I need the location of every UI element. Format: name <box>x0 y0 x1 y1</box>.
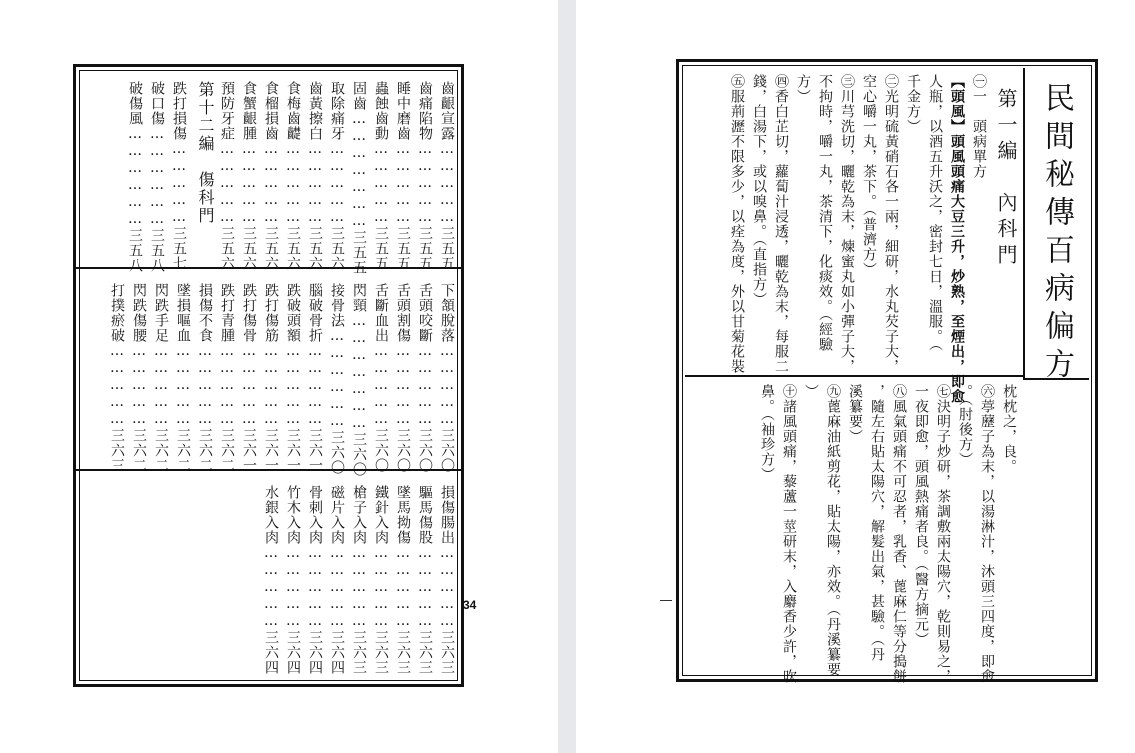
toc-entry-text: 接骨法………………三六〇 <box>329 283 345 475</box>
text-column: ㊅葶藶子為末，以湯淋汁，沐頭三四度，即愈 <box>979 384 995 684</box>
toc-entry <box>263 81 279 271</box>
toc-entry <box>263 485 279 675</box>
text-column: 枕枕之，良。 <box>1001 384 1017 474</box>
toc-band-bottom <box>263 485 455 675</box>
toc-entry <box>241 81 257 271</box>
toc-entry <box>395 485 411 675</box>
toc-entry <box>439 485 455 675</box>
toc-entry-text: 跌打損傷……………三五七 <box>171 81 187 271</box>
toc-entry-text: 跌打青腫……………三六二 <box>219 283 235 473</box>
toc-entry <box>175 283 191 473</box>
text-column: 千金方） <box>905 74 921 134</box>
band-divider <box>76 267 461 269</box>
toc-entry-text: 竹木入肉……………三六四 <box>285 485 301 675</box>
toc-entry <box>285 81 301 271</box>
toc-entry-text: 閃跌手足……………三六二 <box>153 283 169 473</box>
text-column: 鼻。（袖珍方） <box>759 384 775 482</box>
toc-entry <box>307 81 323 271</box>
toc-entry-text: 跌打傷骨……………三六一 <box>241 283 257 473</box>
toc-entry-text: 食榴損齒……………三五六 <box>263 81 279 271</box>
toc-entry <box>285 485 301 675</box>
text-column: ㊄服荊瀝不限多少，以痊為度，外以甘菊花裝 <box>729 74 745 374</box>
toc-entry-text: 磁片入肉……………三六四 <box>329 485 345 675</box>
toc-entry <box>149 81 165 273</box>
text-column: ㊆決明子炒研，茶調敷兩太陽穴，乾則易之， <box>935 384 951 684</box>
text-column: 人瓶，以酒五升沃之，密封七日，溫服。（ <box>927 74 943 352</box>
text-column: ㊉諸風頭痛，藜蘆一莖研末，入麝香少許，吹 <box>781 384 797 684</box>
text-column: 溪纂要） <box>847 384 863 444</box>
toc-entry-text: 破傷風………………三五八 <box>127 81 143 273</box>
toc-entry-text: 腦破骨折……………三六一 <box>307 283 323 473</box>
body-text-frame <box>676 59 1098 682</box>
toc-entry <box>153 283 169 473</box>
toc-entry-text: 閃跌傷腰……………三六二 <box>131 283 147 473</box>
toc-entry-text: 第十二編 傷科門 <box>196 81 215 225</box>
toc-band-middle <box>109 283 455 477</box>
text-column: 。（肘後方） <box>957 384 973 467</box>
toc-entry-text: 舌頭割傷……………三六〇 <box>395 283 411 473</box>
toc-entry <box>373 485 389 675</box>
toc-entry-text: 驅馬傷股……………三六三 <box>417 485 433 675</box>
toc-entry-text: 舌斷血出……………三六〇 <box>373 283 389 473</box>
toc-entry-text: 骨刺入肉……………三六四 <box>307 485 323 675</box>
section-divider <box>685 375 1023 377</box>
toc-entry <box>417 485 433 675</box>
title-box <box>1023 68 1089 386</box>
toc-entry <box>417 81 433 271</box>
text-column: ㊂川芎洗切，曬乾為末，煉蜜丸如小彈子大， <box>839 74 855 374</box>
band-divider <box>76 469 461 471</box>
text-column: ㊁光明硫黃硝石各一兩，細研，水丸芡子大， <box>883 74 899 374</box>
toc-entry <box>109 283 125 473</box>
text-column: 空心嚼一丸，茶下。（普濟方） <box>861 74 877 277</box>
toc-entry-text: 食梅齒齼……………三五六 <box>285 81 301 271</box>
toc-entry <box>263 283 279 473</box>
text-column: ，隨左右貼太陽穴，解髮出氣，甚驗。（丹 <box>869 384 885 662</box>
text-column: ） <box>803 384 819 399</box>
right-page <box>576 0 1135 753</box>
table-of-contents-frame <box>73 64 464 687</box>
toc-entry-text: 睡中磨齒……………三五五 <box>395 81 411 271</box>
toc-entry <box>351 81 367 275</box>
text-column: 錢，白湯下，或以嗅鼻。（直指方） <box>751 74 767 307</box>
toc-entry <box>351 283 367 477</box>
text-column: 不拘時，嚼一丸，茶清下，化痰效。（經驗 <box>817 74 833 352</box>
toc-entry-text: 蟲蝕齒動……………三五五 <box>373 81 389 271</box>
book-title: 民間秘傳百病偏方 <box>1039 82 1074 386</box>
toc-entry <box>197 283 213 473</box>
toc-entry-text: 食蟹齦腫……………三五六 <box>241 81 257 271</box>
text-column: ㊃香白芷切，蘿蔔汁浸透，曬乾為末，每服二 <box>773 74 789 374</box>
toc-entry-text: 跌破頭額……………三六一 <box>285 283 301 473</box>
toc-entry-text: 舌頭咬斷……………三六〇 <box>417 283 433 473</box>
toc-entry-text: 取除痛牙……………三五六 <box>329 81 345 271</box>
toc-entry-text: 損傷腸出……………三六三 <box>439 485 455 675</box>
toc-entry-text: 打撲瘀破……………三六三 <box>109 283 125 473</box>
toc-entry <box>307 485 323 675</box>
toc-entry <box>329 81 345 271</box>
text-column: ㊀一 頭病單方 <box>971 74 987 179</box>
toc-entry <box>373 81 389 271</box>
text-column: 方） <box>795 74 811 104</box>
page-number: 34 <box>463 598 477 612</box>
toc-entry-text: 墜馬拗傷……………三六三 <box>395 485 411 675</box>
toc-entry <box>285 283 301 473</box>
toc-entry-text: 損傷不食……………三六二 <box>197 283 213 473</box>
toc-entry <box>373 283 389 473</box>
text-column: ㊈蓖麻油紙剪花，貼太陽，亦效。（丹溪纂要 <box>825 384 841 677</box>
toc-band-top <box>127 81 455 275</box>
text-column: ㊇風氣頭痛不可忍者，乳香、蓖麻仁等分搗餅 <box>891 384 907 684</box>
toc-entry-text: 齒齦宣露……………三五五 <box>439 81 455 271</box>
left-page <box>0 0 558 753</box>
toc-entry-text: 鐵針入肉……………三六三 <box>373 485 389 675</box>
toc-entry-text: 墜損嘔血……………三六二 <box>175 283 191 473</box>
toc-entry <box>307 283 323 473</box>
toc-entry-text: 槍子入肉……………三六三 <box>351 485 367 675</box>
toc-entry <box>417 283 433 473</box>
toc-entry-text: 破口傷………………三五八 <box>149 81 165 273</box>
toc-chapter-heading <box>193 81 213 263</box>
toc-entry <box>395 283 411 473</box>
toc-entry <box>219 283 235 473</box>
toc-entry <box>329 283 345 475</box>
text-column: 一夜即愈，頭風熱痛者良。（醫方摘元） <box>913 384 929 647</box>
toc-entry-text: 齒痛陷物……………三五五 <box>417 81 433 271</box>
toc-entry <box>127 81 143 273</box>
toc-entry <box>241 283 257 473</box>
chapter-heading: 第一編 內科門 <box>994 88 1018 270</box>
toc-entry <box>329 485 345 675</box>
toc-entry <box>351 485 367 675</box>
toc-entry-text: 預防牙症……………三五六 <box>219 81 235 271</box>
toc-entry-text: 齒黃擦白……………三五六 <box>307 81 323 271</box>
margin-tick <box>660 600 672 601</box>
toc-entry <box>439 283 455 473</box>
toc-entry-text: 閃頸…………………三六〇 <box>351 283 367 477</box>
toc-entry-text: 固齒…………………三五五 <box>351 81 367 275</box>
text-column: 【頭風】頭風頭痛大豆三升，炒熟，至煙出，即愈 <box>949 74 965 404</box>
toc-entry <box>131 283 147 473</box>
toc-entry-text: 跌打傷筋……………三六一 <box>263 283 279 473</box>
page-gutter <box>558 0 576 753</box>
toc-entry-text: 下頷脫落……………三六〇 <box>439 283 455 473</box>
toc-entry <box>439 81 455 271</box>
toc-entry <box>219 81 235 271</box>
toc-entry <box>395 81 411 271</box>
toc-entry <box>171 81 187 271</box>
toc-entry-text: 水銀入肉……………三六四 <box>263 485 279 675</box>
